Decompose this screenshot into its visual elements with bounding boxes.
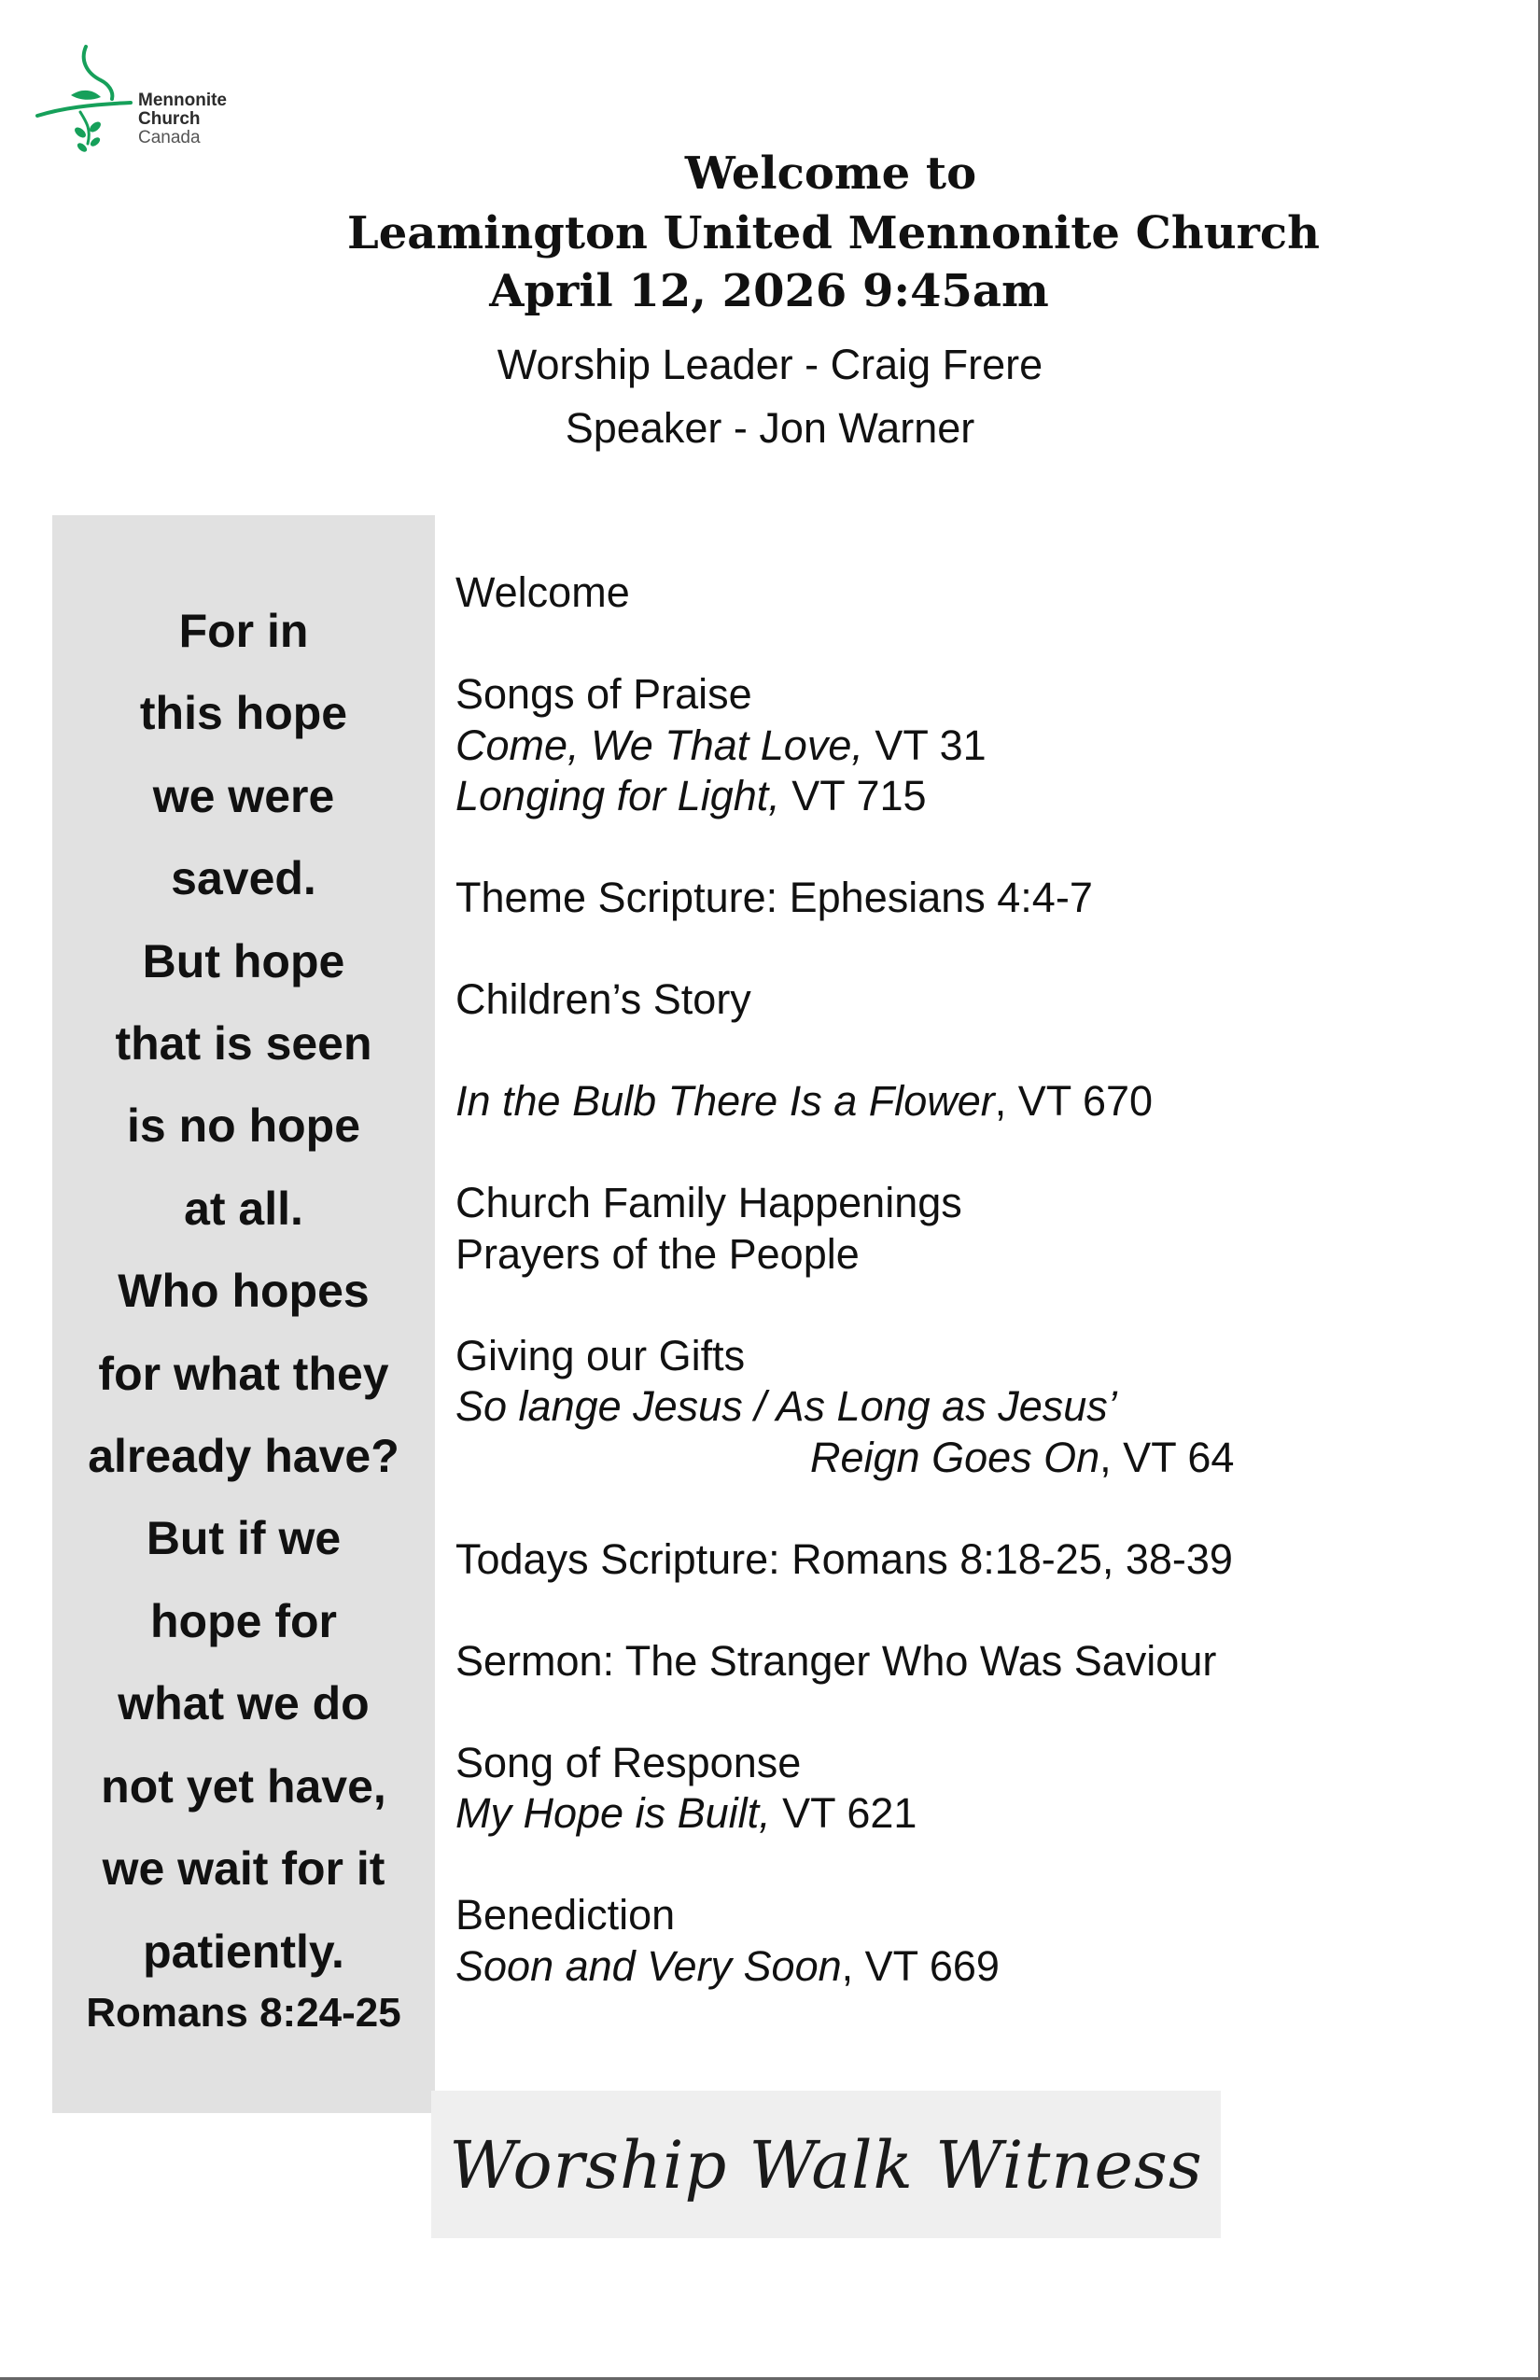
song-my-hope-is-built bbox=[455, 1788, 1519, 1840]
item-todays-scripture: Todays Scripture: Romans 8:18-25, 38-39 bbox=[455, 1534, 1233, 1583]
song-come-we-that-love bbox=[455, 721, 1519, 772]
order-of-service bbox=[455, 567, 1519, 1992]
logo-text-church: Church bbox=[138, 109, 201, 129]
verse-line: this hope bbox=[139, 687, 348, 740]
verse-line: Who hopes bbox=[118, 1265, 370, 1318]
verse-line: saved. bbox=[171, 852, 316, 905]
song-title: In the Bulb There Is a Flower bbox=[455, 1077, 995, 1125]
song-longing-for-light bbox=[455, 771, 1519, 822]
item-song-of-response: Song of Response bbox=[455, 1738, 802, 1786]
scripture-sidebar bbox=[52, 515, 435, 2113]
item-church-family-happenings: Church Family Happenings bbox=[455, 1179, 962, 1226]
verse-line: we were bbox=[152, 769, 335, 822]
item-giving-gifts: Giving our Gifts bbox=[455, 1331, 746, 1379]
song-number: , VT 669 bbox=[841, 1941, 1000, 1990]
song-title: Come, We That Love, bbox=[455, 721, 863, 769]
verse-line: what we do bbox=[118, 1677, 370, 1730]
song-title: My Hope is Built, bbox=[455, 1789, 771, 1837]
song-number: VT 715 bbox=[779, 772, 927, 819]
logo-text-canada: Canada bbox=[138, 128, 201, 147]
song-title: Longing for Light, bbox=[455, 772, 780, 819]
logo-text-mennonite: Mennonite bbox=[138, 91, 227, 110]
verse-line: For in bbox=[178, 605, 309, 657]
service-date-heading: April 12, 2026 9:45am bbox=[489, 265, 1049, 317]
verse-line: But if we bbox=[146, 1512, 342, 1565]
verse-line: patiently. bbox=[143, 1925, 344, 1978]
item-welcome: Welcome bbox=[455, 568, 630, 616]
church-name-heading: Leamington United Mennonite Church bbox=[346, 207, 1321, 259]
item-prayers: Prayers of the People bbox=[455, 1229, 860, 1278]
worship-walk-witness-banner bbox=[431, 2091, 1221, 2238]
verse-line: is no hope bbox=[127, 1099, 360, 1153]
song-number: , VT 670 bbox=[994, 1077, 1154, 1125]
dove-icon bbox=[34, 39, 136, 161]
song-title: Reign Goes On bbox=[810, 1433, 1100, 1481]
banner-text: Worship Walk Witness bbox=[449, 2127, 1203, 2204]
verse-line: for what they bbox=[98, 1347, 389, 1400]
verse-line: But hope bbox=[142, 934, 345, 987]
church-logo bbox=[34, 39, 258, 161]
verse-line: at all. bbox=[184, 1182, 303, 1235]
scripture-verse bbox=[52, 590, 435, 1993]
item-sermon: Sermon: The Stranger Who Was Saviour bbox=[455, 1636, 1217, 1685]
verse-line: that is seen bbox=[115, 1017, 372, 1071]
item-theme-scripture: Theme Scripture: Ephesians 4:4-7 bbox=[455, 874, 1093, 921]
speaker-line: Speaker - Jon Warner bbox=[565, 404, 975, 452]
verse-line: hope for bbox=[150, 1594, 337, 1647]
scripture-reference: Romans 8:24-25 bbox=[86, 1990, 401, 2036]
verse-line: already have? bbox=[88, 1430, 399, 1483]
item-childrens-story: Children’s Story bbox=[455, 975, 751, 1023]
song-number: VT 621 bbox=[770, 1789, 917, 1837]
worship-leader-line: Worship Leader - Craig Frere bbox=[497, 341, 1043, 388]
verse-line: not yet have, bbox=[101, 1759, 386, 1813]
song-soon-and-very-soon bbox=[455, 1941, 1519, 1993]
song-number: , VT 64 bbox=[1099, 1433, 1235, 1481]
song-number: VT 31 bbox=[862, 721, 987, 769]
item-songs-of-praise: Songs of Praise bbox=[455, 670, 752, 718]
welcome-heading: Welcome to bbox=[684, 147, 977, 200]
song-in-the-bulb bbox=[455, 1076, 1519, 1127]
song-title: Soon and Very Soon bbox=[455, 1941, 842, 1990]
verse-line: we wait for it bbox=[102, 1842, 385, 1896]
song-so-lange-jesus-cont bbox=[455, 1433, 1519, 1484]
song-so-lange-jesus: So lange Jesus / As Long as Jesus’ bbox=[455, 1382, 1117, 1430]
item-benediction: Benediction bbox=[455, 1891, 676, 1939]
